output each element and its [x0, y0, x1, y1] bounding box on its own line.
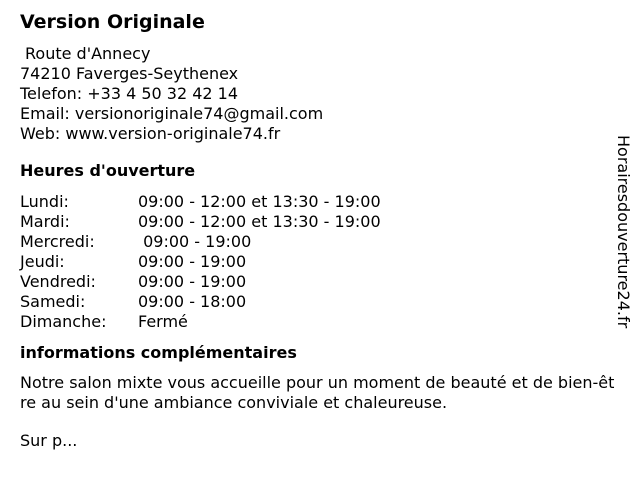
hours-table [20, 192, 610, 332]
business-name: Version Originale [20, 11, 205, 33]
hours-heading: Heures d'ouverture [20, 161, 196, 180]
hours-day: Samedi: [20, 292, 86, 311]
hours-time: 09:00 - 19:00 [138, 232, 252, 251]
hours-time: 09:00 - 12:00 et 13:30 - 19:00 [138, 192, 381, 211]
business-card [20, 10, 615, 451]
hours-day: Lundi: [20, 192, 69, 211]
hours-day: Dimanche: [20, 312, 107, 331]
hours-day: Vendredi: [20, 272, 96, 291]
hours-row-thursday [20, 252, 610, 272]
hours-day: Jeudi: [20, 252, 65, 271]
address-city: 74210 Faverges-Seythenex [20, 64, 239, 83]
hours-row-monday [20, 192, 610, 212]
hours-day: Mardi: [20, 212, 70, 231]
hours-time: 09:00 - 19:00 [138, 272, 247, 291]
address-block [20, 44, 610, 144]
hours-row-tuesday [20, 212, 610, 232]
read-more-text: Sur p... [20, 431, 78, 450]
brand-watermark: Horairesdouverture24.fr [614, 135, 633, 329]
hours-row-friday [20, 272, 610, 292]
hours-row-wednesday [20, 232, 610, 252]
address-street: Route d'Annecy [25, 44, 151, 63]
hours-time: Fermé [138, 312, 188, 331]
hours-day: Mercredi: [20, 232, 95, 251]
hours-time: 09:00 - 12:00 et 13:30 - 19:00 [138, 212, 381, 231]
email-line: Email: versionoriginale74@gmail.com [20, 104, 324, 123]
hours-row-sunday [20, 312, 610, 332]
hours-time: 09:00 - 19:00 [138, 252, 247, 271]
phone-line: Telefon: +33 4 50 32 42 14 [20, 84, 239, 103]
info-heading: informations complémentaires [20, 343, 297, 362]
info-description: Notre salon mixte vous accueille pour un moment de beauté et de bien-être au sein d'une ambiance conviviale et chaleureuse. [20, 373, 615, 412]
web-line: Web: www.version-originale74.fr [20, 124, 281, 143]
hours-row-saturday [20, 292, 610, 312]
hours-time: 09:00 - 18:00 [138, 292, 247, 311]
